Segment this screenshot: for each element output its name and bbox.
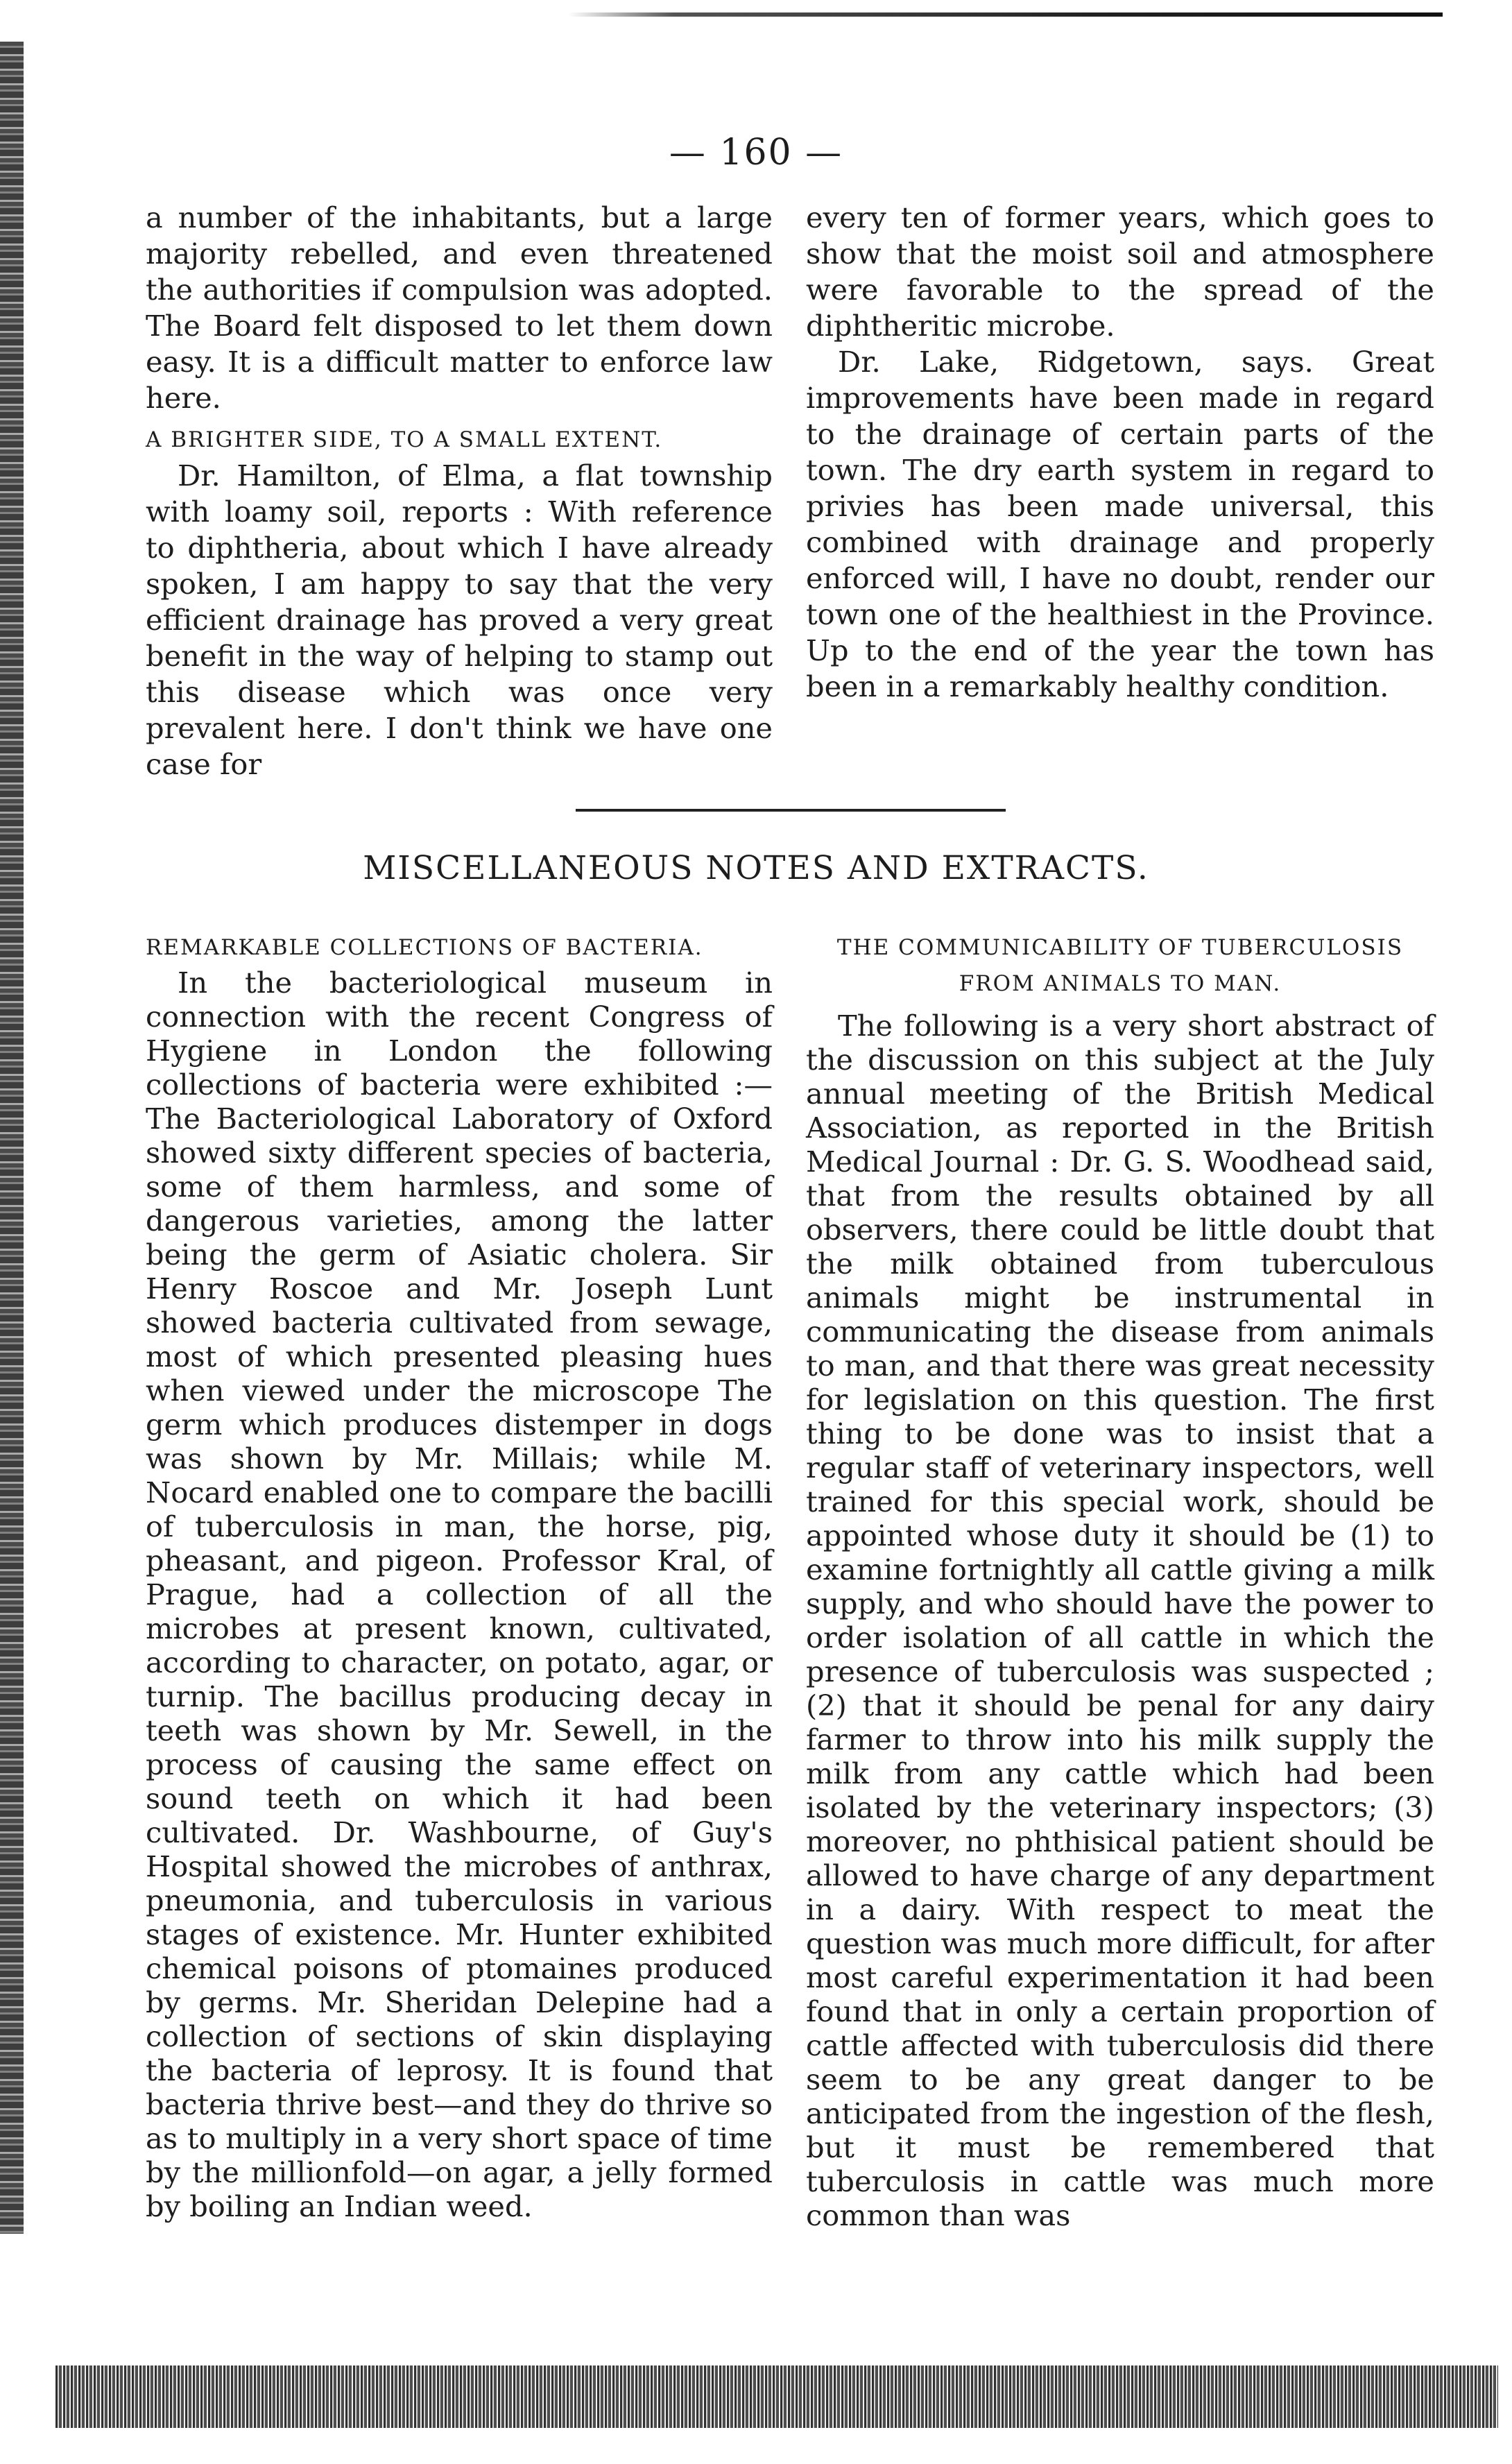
diphtheria-continuation: every ten of former years, which goes to show that the moist soil and atmosphere were favorable to the spread of the diphtheritic microbe. [806, 200, 1434, 343]
hamilton-paragraph: Dr. Hamilton, of Elma, a flat township with loamy soil, reports : With reference to diphtheria, about which I have already spoken, I am happy to say that the very efficient drainage has proved a very great benefit in the way of helping to stamp out this disease which was once very prevalent here. I don't think we have one case for [146, 459, 773, 781]
top-right-column [806, 200, 1434, 705]
scan-edge [0, 42, 24, 2234]
tuberculosis-article [806, 930, 1434, 2232]
section-divider [576, 809, 1006, 812]
section-title: MISCELLANEOUS NOTES AND EXTRACTS. [363, 849, 1149, 887]
bacteria-heading: REMARKABLE COLLECTIONS OF BACTERIA. [146, 935, 703, 960]
top-rule [569, 12, 1443, 17]
lake-paragraph: Dr. Lake, Ridgetown, says. Great improvements have been made in regard to the drainage of certain parts of the town. The dry earth system in regard to privies has been made universal, this combined with drainage and properly enforced will, I have no doubt, render our town one of the healthiest in the Province. Up to the end of the year the town has been in a remarkably healthy condition. [806, 345, 1434, 703]
bacteria-body: In the bacteriological museum in connection with the recent Congress of Hygiene in London the following collections of bacteria were exhibited :—The Bacteriological Laboratory of Oxford showed sixty different species of bacteria, some of them harmless, and some of dangerous varieties, among the latter being the germ of Asiatic cholera. Sir Henry Roscoe and Mr. Joseph Lunt showed bacteria cultivated from sewage, most of which presented pleasing hues when viewed under the microscope The germ which produces distemper in dogs was shown by Mr. Millais; while M. Nocard enabled one to compare the bacilli of tuberculosis in man, the horse, pig, pheasant, and pigeon. Professor Kral, of Prague, had a collection of all the microbes at present known, cultivated, according to character, on potato, agar, or turnip. The bacillus producing decay in teeth was shown by Mr. Sewell, in the process of causing the same effect on sound teeth on which it had been cultivated. Dr. Washbourne, of Guy's Hospital showed the microbes of anthrax, pneumonia, and tuberculosis in various stages of existence. Mr. Hunter exhibited chemical poisons of ptomaines produced by germs. Mr. Sheridan Delepine had a collection of sections of skin displaying the bacteria of leprosy. It is found that bacteria thrive best—and they do thrive so as to multiply in a very short space of time by the millionfold—on agar, a jelly formed by boiling an Indian weed. [146, 966, 773, 2223]
bacteria-article [146, 930, 773, 2223]
top-left-column [146, 200, 773, 782]
scan-bottom-band [55, 2365, 1498, 2428]
continued-paragraph: a number of the inhabitants, but a large majority rebelled, and even threatened the authorities if compulsion was adopted. The Board felt disposed to let them down easy. It is a difficult matter to enforce law here. [146, 200, 773, 415]
tuberculosis-body: The following is a very short abstract of the discussion on this subject at the July annual meeting of the British Medical Association, as reported in the British Medical Journal : Dr. G. S. Woodhead said, that from the results obtained by all observers, there could be little doubt that the milk obtained from tuberculous animals might be instrumental in communicating the disease from animals to man, and that there was great necessity for legislation on this question. The first thing to be done was to insist that a regular staff of veterinary inspectors, well trained for this special work, should be appointed whose duty it should be (1) to examine fortnightly all cattle giving a milk supply, and who should have the power to order isolation of all cattle in which the presence of tuberculosis was suspected ; (2) that it should be penal for any dairy farmer to throw into his milk supply the milk from any cattle which had been isolated by the veterinary inspectors; (3) moreover, no phthisical patient should be allowed to have charge of any department in a dairy. With respect to meat the question was much more difficult, for after most careful experimentation it had been found that in only a certain proportion of cattle affected with tuberculosis did there seem to be any great danger to be anticipated from the ingestion of the flesh, but it must be remembered that tuberculosis in cattle was much more common than was [806, 1009, 1434, 2232]
page-number: — 160 — [669, 132, 843, 173]
subheading-brighter-side: A BRIGHTER SIDE, TO A SMALL EXTENT. [146, 427, 663, 452]
tuberculosis-heading: THE COMMUNICABILITY OF TUBERCULOSIS FROM ANIMALS TO MAN. [836, 935, 1404, 996]
